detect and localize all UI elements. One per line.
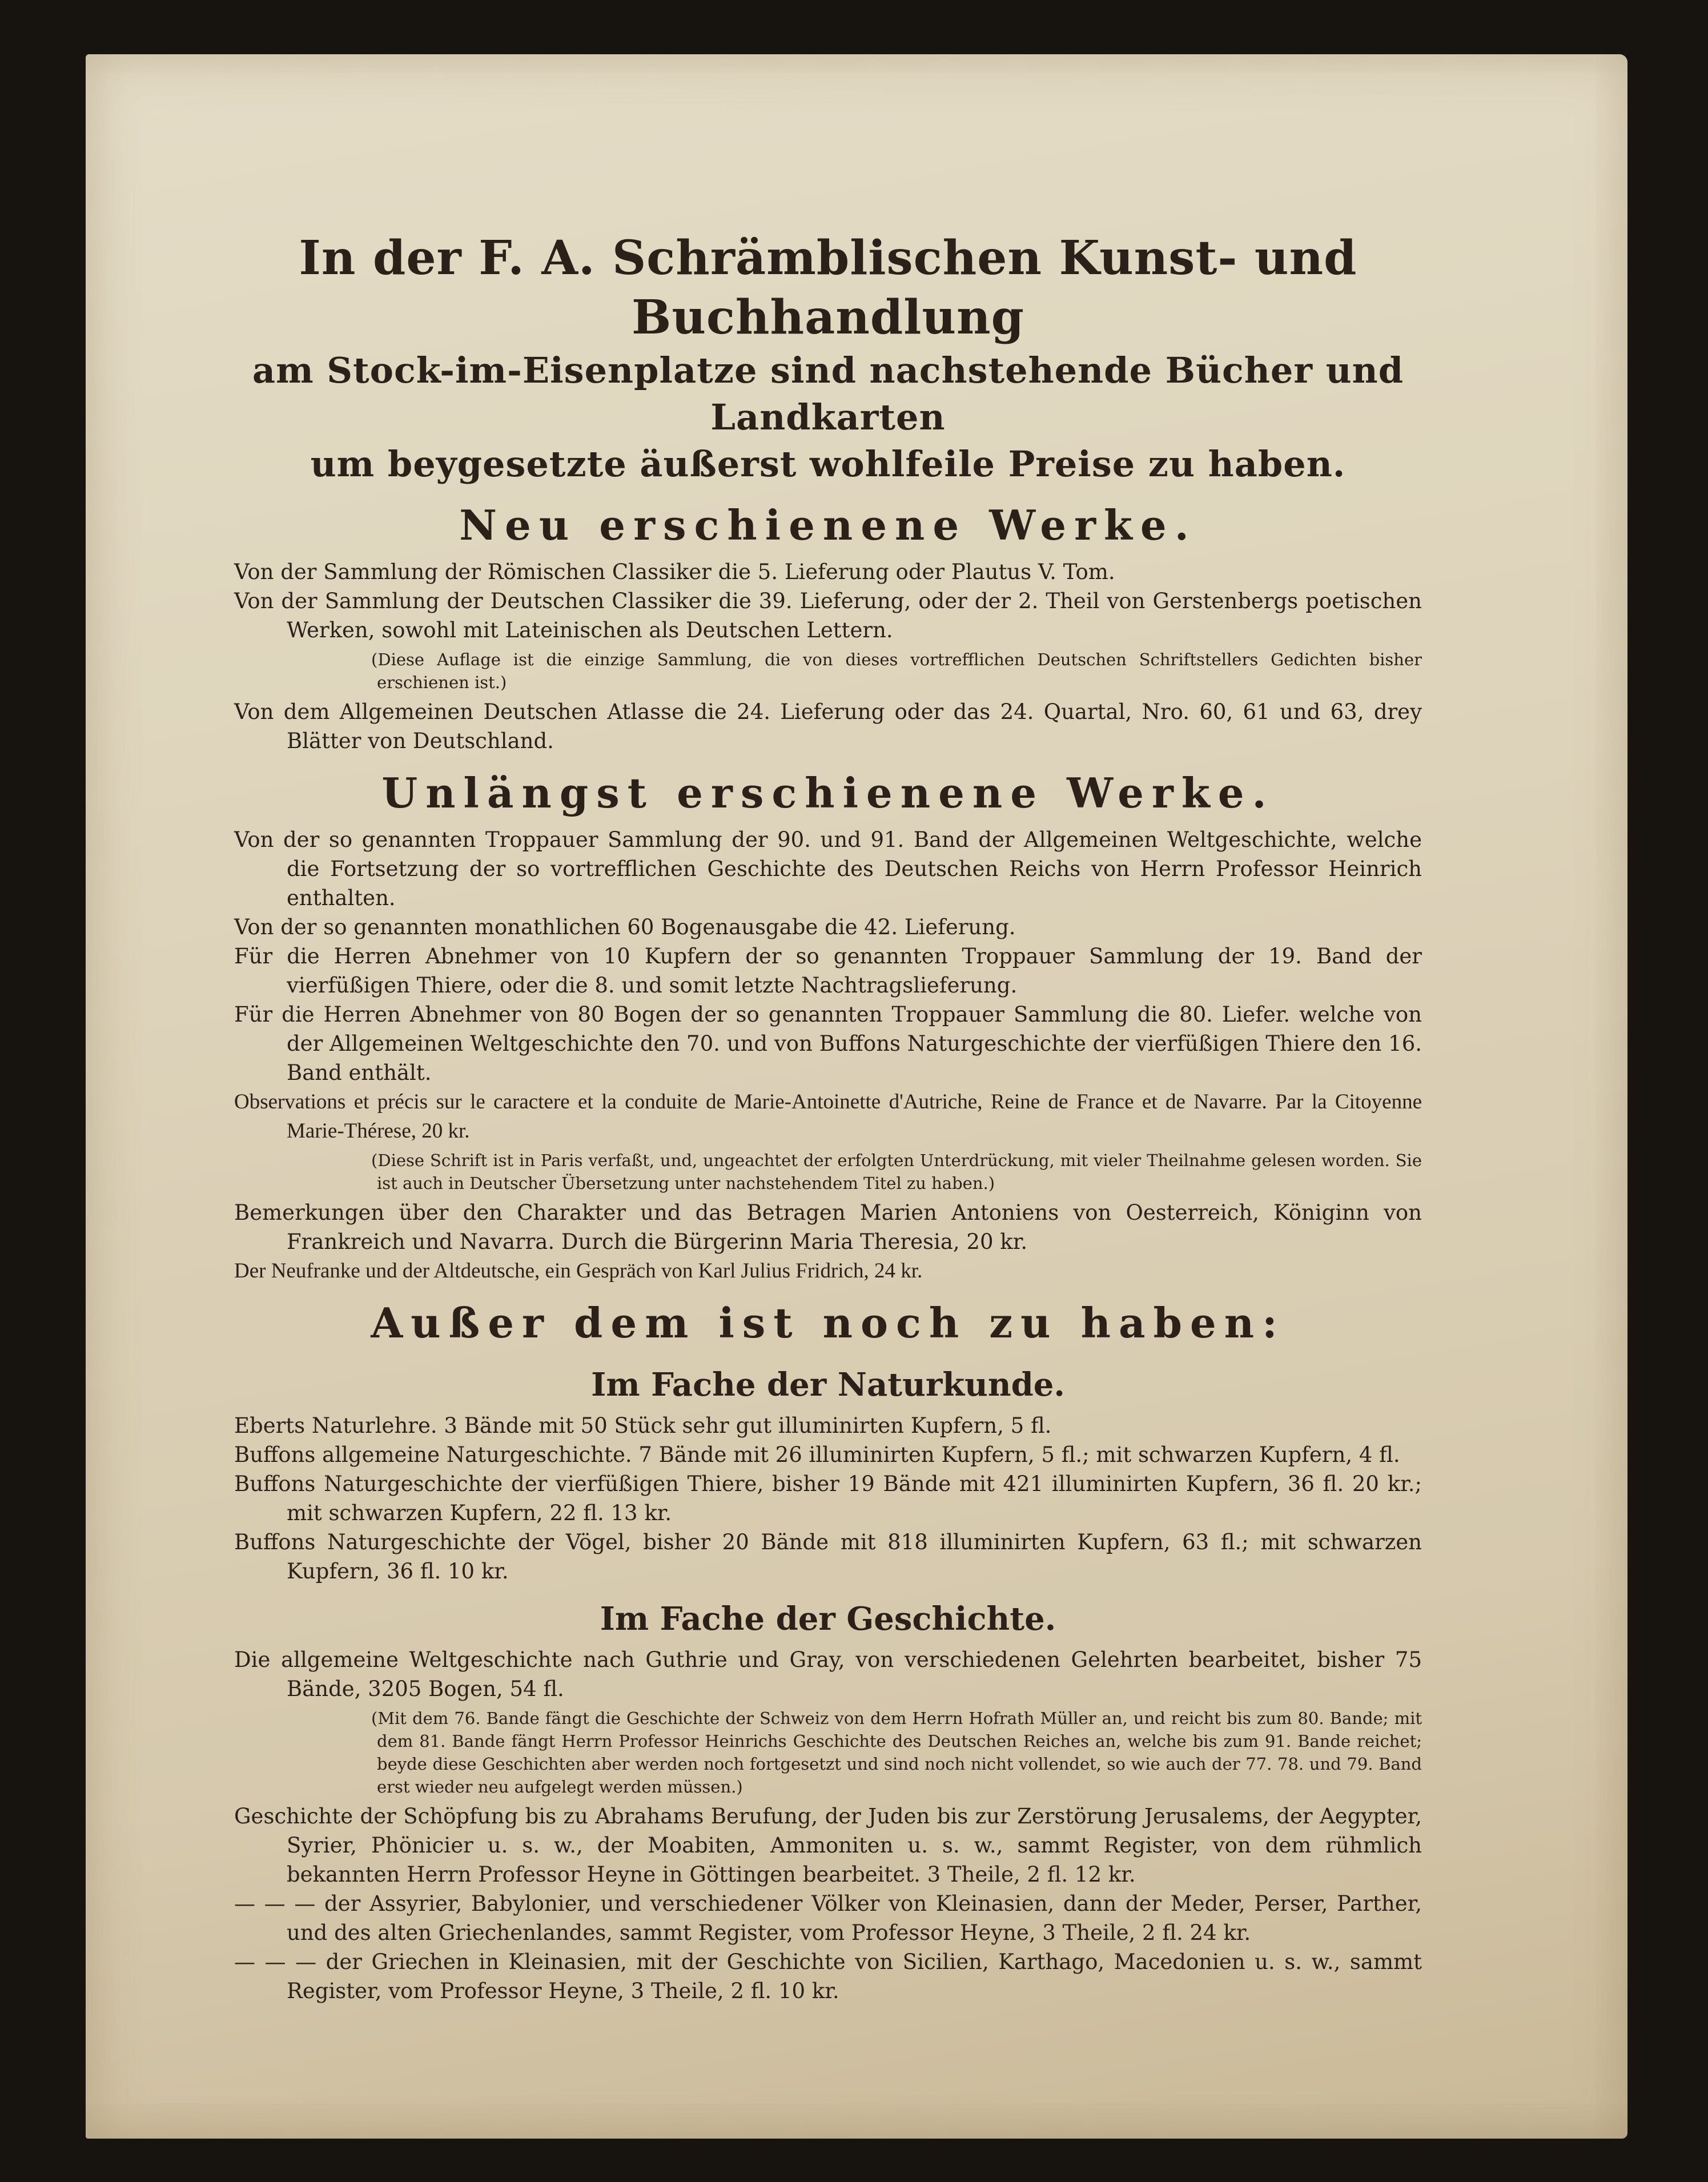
subsection-heading-natural-science: Im Fache der Naturkunde. [591, 1366, 1065, 1404]
header-line-3: um beygesetzte äußerst wohlfeile Preise zu haben. [310, 443, 1346, 485]
entry: Für die Herren Abnehmer von 10 Kupfern der so genannten Troppauer Sammlung der 19. Band der vierfüßigen Thiere, oder die 8. und somit letzte Nachtragslieferung. [234, 944, 1422, 998]
subsection-heading-history: Im Fache der Geschichte. [600, 1600, 1056, 1638]
entry: Buffons Naturgeschichte der Vögel, bisher 20 Bände mit 818 illuminirten Kupfern, 63 fl.; mit schwarzen Kupfern, 36 fl. 10 kr. [234, 1530, 1422, 1584]
entry: Der Neufranke und der Altdeutsche, ein Gespräch von Karl Julius Fridrich, 24 kr. [234, 1259, 923, 1283]
entry: Geschichte der Schöpfung bis zu Abrahams Berufung, der Juden bis zur Zerstörung Jerusalems, der Aegypter, Syrier, Phönicier u. s. w., der Moabiten, Ammoniten u. s. w., sammt Register, von dem rühmlich bekannten Herrn Professor Heyne in Göttingen bearbeitet. 3 Theile, 2 fl. 12 kr. [234, 1804, 1422, 1887]
entry: Buffons allgemeine Naturgeschichte. 7 Bände mit 26 illuminirten Kupfern, 5 fl.; mit schwarzen Kupfern, 4 fl. [234, 1442, 1400, 1467]
note: (Mit dem 76. Bande fängt die Geschichte der Schweiz von dem Herrn Hofrath Müller an, und reicht bis zum 80. Bande; mit dem 81. Bande fängt Herrn Professor Heinrichs Geschichte des Deutschen Reiches an, welche bis zum 91. Bande reichet; beyde diese Geschichten aber werden noch fortgesetzt und sind noch nicht vollendet, so wie auch der 77. 78. und 79. Band erst wieder neu aufgelegt werden müssen.) [371, 1709, 1422, 1797]
entry: Von dem Allgemeinen Deutschen Atlasse die 24. Lieferung oder das 24. Quartal, Nro. 60, 61 und 63, drey Blätter von Deutschland. [234, 700, 1422, 753]
section-heading-new-works: Neu erschienene Werke. [459, 501, 1197, 549]
note: (Diese Auflage ist die einzige Sammlung, die von dieses vortrefflichen Deutschen Schriftstellers Gedichten bisher erschienen ist.) [371, 650, 1422, 692]
entry: Bemerkungen über den Charakter und das Betragen Marien Antoniens von Oesterreich, Königinn von Frankreich und Navarra. Durch die Bürgerinn Maria Theresia, 20 kr. [234, 1200, 1422, 1254]
entry: Observations et précis sur le caractere et la conduite de Marie-Antoinette d'Autriche, Reine de France et de Navarre. Par la Citoyenne Marie-Thérese, 20 kr. [234, 1090, 1422, 1143]
entry: Von der Sammlung der Deutschen Classiker die 39. Lieferung, oder der 2. Theil von Gerstenbergs poetischen Werken, sowohl mit Lateinischen als Deutschen Lettern. [234, 589, 1422, 642]
note: (Diese Schrift ist in Paris verfaßt, und, ungeachtet der erfolgten Unterdrückung, mit vieler Theilnahme gelesen worden. Sie ist auch in Deutscher Übersetzung unter nachstehendem Titel zu haben.) [371, 1151, 1422, 1193]
entry: Die allgemeine Weltgeschichte nach Guthrie und Gray, von verschiedenen Gelehrten bearbeitet, bisher 75 Bände, 3205 Bogen, 54 fl. [234, 1647, 1422, 1701]
entry: Von der Sammlung der Römischen Classiker die 5. Lieferung oder Plautus V. Tom. [234, 560, 1115, 584]
section-heading-also-available: Außer dem ist noch zu haben: [371, 1299, 1285, 1347]
entry: Von der so genannten monathlichen 60 Bogenausgabe die 42. Lieferung. [234, 915, 1016, 939]
header-line-2: am Stock-im-Eisenplatze sind nachstehende Bücher und Landkarten [252, 349, 1404, 438]
entry: Buffons Naturgeschichte der vierfüßigen Thiere, bisher 19 Bände mit 421 illuminirten Kupfern, 36 fl. 20 kr.; mit schwarzen Kupfern, 22 fl. 13 kr. [234, 1472, 1422, 1525]
entry: Eberts Naturlehre. 3 Bände mit 50 Stück sehr gut illuminirten Kupfern, 5 fl. [234, 1413, 1052, 1438]
section-heading-recent-works: Unlängst erschienene Werke. [381, 769, 1275, 817]
entry: Von der so genannten Troppauer Sammlung der 90. und 91. Band der Allgemeinen Weltgeschichte, welche die Fortsetzung der so vortrefflichen Geschichte des Deutschen Reichs von Herrn Professor Heinrich enthalten. [234, 827, 1422, 910]
document-body [234, 228, 1422, 2006]
entry: — — — der Griechen in Kleinasien, mit der Geschichte von Sicilien, Karthago, Macedonien u. s. w., sammt Register, vom Professor Heyne, 3 Theile, 2 fl. 10 kr. [234, 1950, 1422, 2003]
entry: — — — der Assyrier, Babylonier, und verschiedener Völker von Kleinasien, dann der Meder, Perser, Parther, und des alten Griechenlandes, sammt Register, vom Professor Heyne, 3 Theile, 2 fl. 24 kr. [234, 1891, 1422, 1945]
header-line-1: In der F. A. Schrämblischen Kunst- und Buchhandlung [299, 231, 1357, 345]
entry: Für die Herren Abnehmer von 80 Bogen der so genannten Troppauer Sammlung die 80. Liefer. welche von der Allgemeinen Weltgeschichte den 70. und von Buffons Naturgeschichte der vierfüßigen Thiere den 16. Band enthält. [234, 1002, 1422, 1085]
